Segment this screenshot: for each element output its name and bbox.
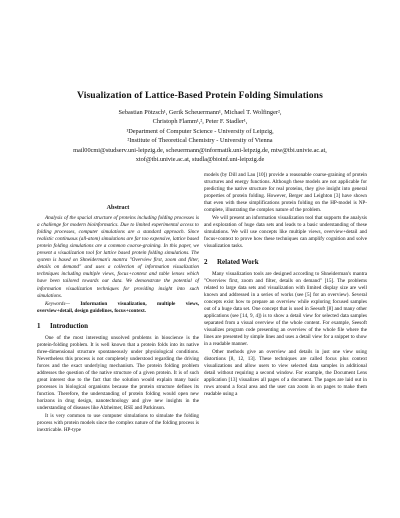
paragraph: models (by Dill and Lau [10]) provide a reasonable coarse-graining of protein structures and energy functions. Although these models are not applicable for predicting the native structure for real proteins, they give insight into general properties of protein folding. However, Berger and Leighton [3] have shown that even with these simplifications protein folding on the HP-model is NP-complete, illustrating the complex nature of the problem. — [204, 172, 367, 214]
section-heading — [204, 259, 367, 266]
abstract-heading: Abstract — [106, 205, 130, 211]
section-number: 1 — [37, 321, 41, 330]
section-title: Related Work — [217, 257, 259, 266]
paragraph: It is very common to use computer simulations to simulate the folding process with protein models since the complex nature of the folding process is inextricable. HP-type — [37, 413, 199, 434]
left-column — [37, 205, 199, 434]
paper-title: Visualization of Lattice-Based Protein Folding Simulations — [77, 90, 323, 101]
paragraph: Many visualization tools are designed according to Shneiderman's mantra "Overview first, zoom and filter, details on demand" [15]. The problems related to large data sets and visualization with limited display size are well known and addressed in a series of works (see [5] for an overview). Several concepts exist how to prepare an overview while exploring focused samples out of a huge data set. One concept that is used in Seesoft [8] and many other applications (see [14, 9, 4]) is to show a detail view for selected data samples separated from a visual overview of the whole content. For example, Seesoft visualizes program code presenting an overview of the whole file where the lines are presented by simple lines and uses a detail view for a snippet to show in a readable manner. — [204, 270, 367, 348]
section-number: 2 — [204, 257, 208, 266]
email-line: xtof@tbi.univie.ac.at, studla@bioinf.uni-leipzig.de — [135, 156, 265, 164]
author-block — [0, 108, 400, 164]
author-line: Christoph Flamm¹,², Peter F. Stadler¹, — [152, 118, 248, 126]
section-heading — [37, 323, 199, 330]
section-title: Introduction — [50, 321, 88, 330]
author-line: Sebastian Pötzsch¹, Gerik Scheuermann¹, Michael T. Wolfinger², — [118, 109, 282, 116]
abstract-text: Analysis of the spacial structure of proteins including folding processes is a challenge for modern bioinformatics. Due to limited experimental access to folding processes, computer simulations are a standard approach. Since realistic continuous (all-atom) simulations are far too expensive, lattice based protein folding simulations are a common coarse-graining. In this paper, we present a visualization tool for lattice based protein folding simulations. The system is based on Shneiderman's mantra "Overview first, zoom and filter, details on demand" and uses a collection of information visualization techniques including multiple views, focus+context and table lenses which have been tailored towards our data. We demonstrate the potential of information visualization techniques for providing insight into such simulations. — [37, 215, 199, 299]
paragraph: One of the most interesting unsolved problems in bioscience is the protein-folding problem. It is well known that a protein folds into its native three-dimensional structure spontaneously under physiological conditions. Nevertheless this process is not completely understood regarding the driving forces and the exact underlying mechanism. The protein folding problem addresses the question of the native structure of a given protein. It is of such great interest due to the fact that the solution would explain many basic processes in biological organisms because the protein structure defines its function. Therefore, the understanding of protein folding would open new horizons in drug design, nanotechnology and give new insights in the understanding of diseases like Alzheimer, BSE and Parkinson. — [37, 334, 199, 412]
paragraph: Other methods give an overview and details in just one view using distortions [8, 12, 13]. These techniques are called focus plus context visualizations and allow users to view selected data samples in additional detail without requiring a second window. For example, the Document Lens application [13] visualizes all pages of a document. The pages are laid out in rows around a focal area and the user can zoom in on pages to make them readable using a — [204, 349, 367, 398]
paragraph: We will present an information visualization tool that supports the analysis and exploration of huge data sets and leads to a basic understanding of these simulations. We will use concepts like multiple views, overview+detail and focus+context to prove how these techniques can amplify cognition and solve visualization tasks. — [204, 215, 367, 250]
keywords — [37, 301, 199, 315]
email-line: mail00cmi@studserv.uni-leipzig.de, scheuermann@informatik.uni-leipzig.de, mtw@tbi.univie.ac.at, — [73, 146, 327, 154]
keywords-text: Information visualization, multiple views, overview+detail, design guidelines, focus+context. — [37, 300, 199, 314]
affiliation-line: ¹Department of Computer Science - University of Leipzig, — [126, 127, 274, 135]
right-column — [204, 172, 367, 398]
affiliation-line: ²Institute of Theoretical Chemistry - University of Vienna — [127, 137, 273, 145]
keywords-label: Keywords— — [45, 300, 70, 307]
